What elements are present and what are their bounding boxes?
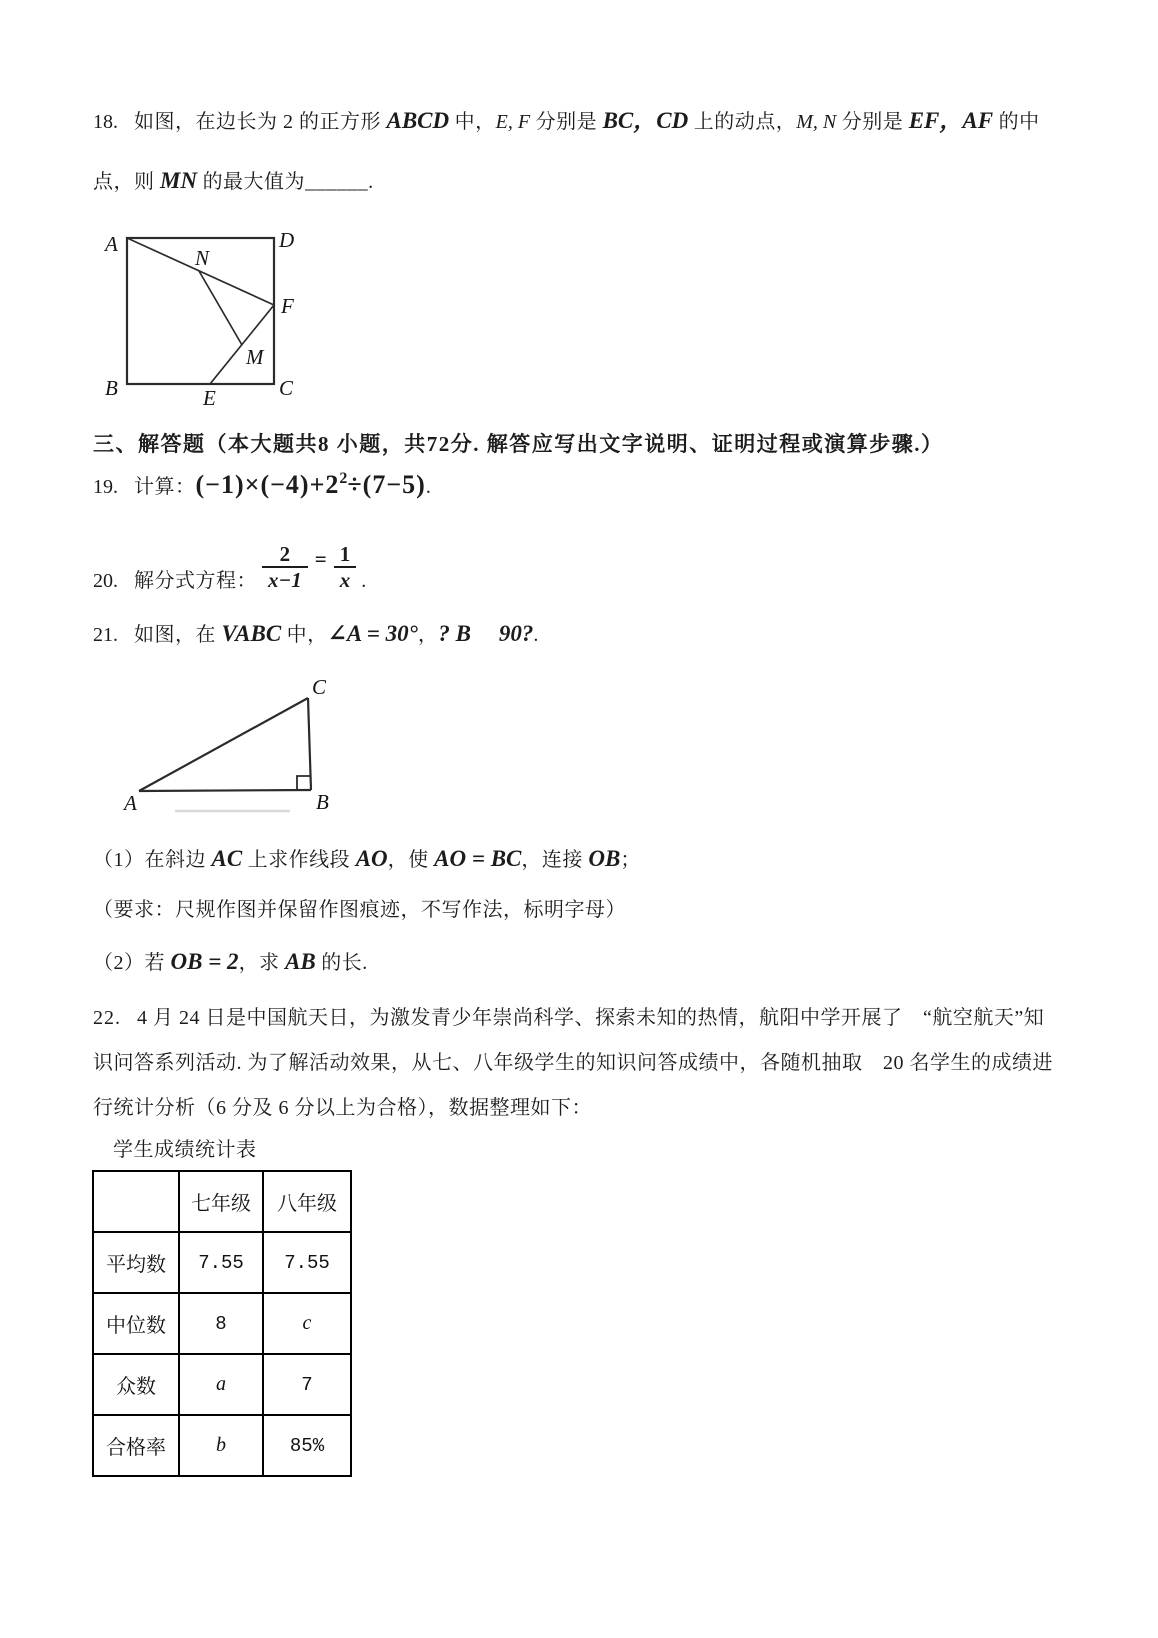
row-label: 平均数 xyxy=(93,1232,179,1293)
square-label-b: B xyxy=(105,376,118,400)
math-run: MN xyxy=(160,168,198,193)
text-run: . xyxy=(533,624,539,646)
q19-label: 计算： xyxy=(134,476,196,498)
cell-value: 7.55 xyxy=(263,1232,351,1293)
table-row xyxy=(93,1354,351,1415)
text-run: . xyxy=(361,570,367,592)
math-run: M, N xyxy=(796,111,837,133)
cell-value: b xyxy=(179,1415,263,1476)
q18-number: 18. xyxy=(93,111,118,133)
header-cell-grade8: 八年级 xyxy=(263,1171,351,1232)
text-run: （1）在斜边 xyxy=(93,849,212,871)
q20-label: 解分式方程： xyxy=(134,570,257,592)
square-label-d: D xyxy=(279,228,295,252)
math-run: AO = BC xyxy=(434,846,522,871)
formula-part: (−1)×(−4)+2 xyxy=(195,470,340,499)
segment-NM xyxy=(199,271,242,345)
text-run: . xyxy=(368,171,374,193)
side-AB xyxy=(139,790,311,791)
table-row xyxy=(93,1232,351,1293)
denominator: x xyxy=(334,566,357,593)
q21-part1 xyxy=(93,843,641,872)
triangle-label-c: C xyxy=(312,675,327,699)
row-label: 合格率 xyxy=(93,1415,179,1476)
cell-value: 7 xyxy=(263,1354,351,1415)
square-label-e: E xyxy=(203,386,216,410)
q22-line-1 xyxy=(93,1001,1044,1030)
cell-value: 85% xyxy=(263,1415,351,1476)
q19-line xyxy=(93,470,431,500)
row-label: 众数 xyxy=(93,1354,179,1415)
q19-formula xyxy=(196,470,426,499)
table-row xyxy=(93,1415,351,1476)
q21-part2 xyxy=(93,946,368,975)
exponent: 2 xyxy=(339,470,348,487)
row-label: 中位数 xyxy=(93,1293,179,1354)
q20-line xyxy=(93,542,367,593)
table-row xyxy=(93,1293,351,1354)
math-run: ABCD xyxy=(386,108,450,133)
q20-number: 20. xyxy=(93,570,118,592)
equals-sign: = xyxy=(314,547,327,571)
text-run: 行统计分析（6 分及 6 分以上为合格），数据整理如下： xyxy=(93,1097,592,1119)
math-run: AB xyxy=(285,949,316,974)
square-label-f: F xyxy=(281,294,294,318)
triangle-label-a: A xyxy=(124,791,137,815)
answer-blank: ______ xyxy=(305,171,369,193)
text-run: ，求 xyxy=(238,952,286,974)
cell-value: a xyxy=(179,1354,263,1415)
text-run: 上的动点， xyxy=(688,111,797,133)
text-run: （要求：尺规作图并保留作图痕迹，不写作法，标明字母） xyxy=(93,899,626,921)
cell-value: 7.55 xyxy=(179,1232,263,1293)
math-run: AO xyxy=(355,846,388,871)
header-cell-blank xyxy=(93,1171,179,1232)
formula-part: ÷(7−5) xyxy=(347,470,426,499)
right-angle-marker xyxy=(297,776,311,790)
q22-number: 22. xyxy=(93,1007,121,1029)
text-run: ； xyxy=(620,849,641,871)
math-run: ? B xyxy=(438,621,471,646)
text-run: 如图，在 xyxy=(134,624,222,646)
score-table-title xyxy=(113,1133,257,1162)
math-run: E, F xyxy=(495,111,531,133)
header-cell-grade7: 七年级 xyxy=(179,1171,263,1232)
square-label-m: M xyxy=(246,345,264,369)
text-run: 的中 xyxy=(993,111,1040,133)
cell-value: 8 xyxy=(179,1293,263,1354)
text-run: 中， xyxy=(449,111,496,133)
triangle-label-b: B xyxy=(316,790,329,814)
text-run: . xyxy=(425,476,432,498)
table-header-row xyxy=(93,1171,351,1232)
text-run: 上求作线段 xyxy=(242,849,356,871)
q21-number: 21. xyxy=(93,624,118,646)
text-run: 中， xyxy=(281,624,328,646)
text-run: 分别是 xyxy=(836,111,909,133)
denominator: x−1 xyxy=(262,566,308,593)
text-run: ，使 xyxy=(387,849,435,871)
math-run: ∠A = 30° xyxy=(327,621,418,646)
fraction-right xyxy=(334,542,357,593)
heading-text: 三、解答题（本大题共8 小题，共72分. 解答应写出文字说明、证明过程或演算步骤.） xyxy=(93,432,944,456)
text-run: 4 月 24 日是中国航天日，为激发青少年崇尚科学、探索未知的热情，航阳中学开展了 “航空航天”知 xyxy=(137,1007,1045,1029)
text-run: 的最大值为 xyxy=(197,171,306,193)
math-run: EF，AF xyxy=(908,108,994,133)
text-run: ，连接 xyxy=(521,849,589,871)
square-label-a: A xyxy=(105,232,118,256)
cell-value: c xyxy=(263,1293,351,1354)
math-run: 90? xyxy=(498,621,534,646)
math-run: BC，CD xyxy=(602,108,689,133)
score-table xyxy=(92,1170,352,1477)
text-run: ， xyxy=(417,624,439,646)
math-run: OB xyxy=(588,846,621,871)
text-run: 的长. xyxy=(315,952,368,974)
square-label-n: N xyxy=(195,246,210,270)
text-run: 点，则 xyxy=(93,171,160,193)
q22-line-3 xyxy=(93,1091,592,1120)
fraction-left xyxy=(262,542,308,593)
numerator: 2 xyxy=(279,542,291,566)
title-text: 学生成绩统计表 xyxy=(113,1139,257,1161)
math-run: OB = 2 xyxy=(170,949,239,974)
section-3-heading xyxy=(93,428,944,458)
triangle-figure xyxy=(100,648,360,823)
math-run: AC xyxy=(211,846,243,871)
text-run: 如图，在边长为 2 的正方形 xyxy=(134,111,387,133)
math-run: VABC xyxy=(221,621,282,646)
text-run: 识问答系列活动. 为了解活动效果，从七、八年级学生的知识问答成绩中，各随机抽取 20 名学生的成绩进 xyxy=(93,1052,1053,1074)
q19-number: 19. xyxy=(93,476,118,498)
square-figure xyxy=(95,207,315,412)
text-run: （2）若 xyxy=(93,952,171,974)
q22-line-2 xyxy=(93,1046,1053,1075)
side-AC xyxy=(139,698,308,791)
square-label-c: C xyxy=(279,376,294,400)
q21-line xyxy=(93,618,539,647)
q18-line-2 xyxy=(93,165,374,194)
q18-line-1 xyxy=(93,102,1040,135)
numerator: 1 xyxy=(339,542,351,566)
q21-requirement xyxy=(93,893,626,922)
text-run: 分别是 xyxy=(530,111,603,133)
